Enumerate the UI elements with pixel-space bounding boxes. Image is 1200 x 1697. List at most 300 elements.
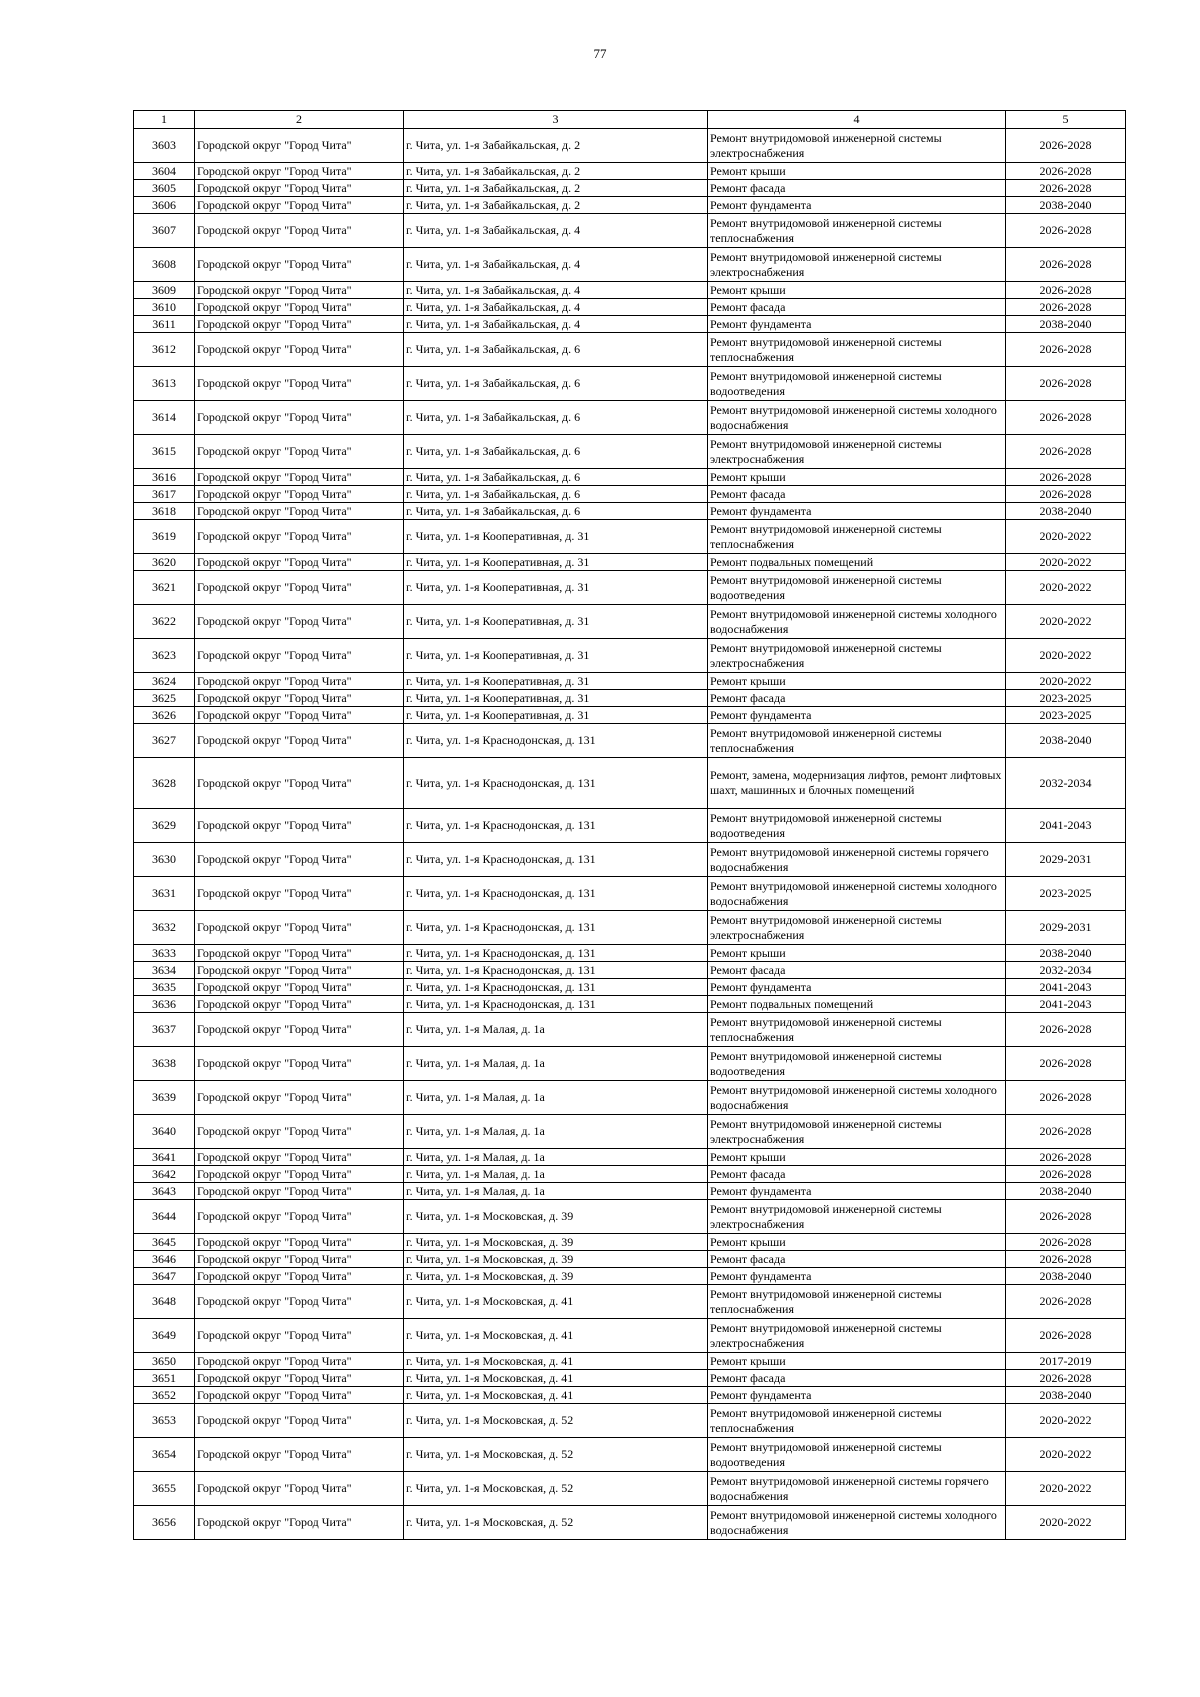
work-type-cell: Ремонт внутридомовой инженерной системы теплоснабжения [708, 333, 1006, 367]
row-number-cell: 3637 [134, 1013, 195, 1047]
municipality-cell: Городской округ "Город Чита" [195, 911, 404, 945]
address-cell: г. Чита, ул. 1-я Краснодонская, д. 131 [404, 979, 708, 996]
row-number-cell: 3610 [134, 299, 195, 316]
table-row [134, 1166, 1126, 1183]
municipality-cell: Городской округ "Город Чита" [195, 996, 404, 1013]
municipality-cell: Городской округ "Город Чита" [195, 1404, 404, 1438]
period-cell: 2020-2022 [1006, 1472, 1126, 1506]
work-type-cell: Ремонт внутридомовой инженерной системы теплоснабжения [708, 1013, 1006, 1047]
table-row [134, 1506, 1126, 1540]
municipality-cell: Городской округ "Город Чита" [195, 1438, 404, 1472]
address-cell: г. Чита, ул. 1-я Московская, д. 52 [404, 1438, 708, 1472]
work-type-cell: Ремонт фасада [708, 690, 1006, 707]
period-cell: 2020-2022 [1006, 673, 1126, 690]
table-row [134, 180, 1126, 197]
municipality-cell: Городской округ "Город Чита" [195, 197, 404, 214]
work-type-cell: Ремонт фасада [708, 299, 1006, 316]
table-row [134, 1285, 1126, 1319]
address-cell: г. Чита, ул. 1-я Московская, д. 41 [404, 1285, 708, 1319]
row-number-cell: 3641 [134, 1149, 195, 1166]
table-row [134, 401, 1126, 435]
period-cell: 2020-2022 [1006, 520, 1126, 554]
work-type-cell: Ремонт, замена, модернизация лифтов, ремонт лифтовых шахт, машинных и блочных помещений [708, 758, 1006, 809]
address-cell: г. Чита, ул. 1-я Кооперативная, д. 31 [404, 554, 708, 571]
municipality-cell: Городской округ "Город Чита" [195, 1047, 404, 1081]
work-type-cell: Ремонт фундамента [708, 1183, 1006, 1200]
municipality-cell: Городской округ "Город Чита" [195, 214, 404, 248]
period-cell: 2026-2028 [1006, 1251, 1126, 1268]
work-type-cell: Ремонт внутридомовой инженерной системы водоотведения [708, 809, 1006, 843]
table-body [134, 129, 1126, 1540]
work-type-cell: Ремонт внутридомовой инженерной системы теплоснабжения [708, 520, 1006, 554]
municipality-cell: Городской округ "Город Чита" [195, 180, 404, 197]
row-number-cell: 3623 [134, 639, 195, 673]
work-type-cell: Ремонт внутридомовой инженерной системы электроснабжения [708, 911, 1006, 945]
municipality-cell: Городской округ "Город Чита" [195, 1472, 404, 1506]
period-cell: 2026-2028 [1006, 299, 1126, 316]
row-number-cell: 3647 [134, 1268, 195, 1285]
table-row [134, 214, 1126, 248]
table-row [134, 554, 1126, 571]
work-type-cell: Ремонт крыши [708, 1149, 1006, 1166]
municipality-cell: Городской округ "Город Чита" [195, 316, 404, 333]
period-cell: 2026-2028 [1006, 180, 1126, 197]
period-cell: 2026-2028 [1006, 1234, 1126, 1251]
address-cell: г. Чита, ул. 1-я Малая, д. 1а [404, 1166, 708, 1183]
table-row [134, 673, 1126, 690]
municipality-cell: Городской округ "Город Чита" [195, 554, 404, 571]
row-number-cell: 3652 [134, 1387, 195, 1404]
municipality-cell: Городской округ "Город Чита" [195, 163, 404, 180]
table-row [134, 1387, 1126, 1404]
work-type-cell: Ремонт внутридомовой инженерной системы электроснабжения [708, 1319, 1006, 1353]
period-cell: 2038-2040 [1006, 197, 1126, 214]
row-number-cell: 3651 [134, 1370, 195, 1387]
table-row [134, 486, 1126, 503]
work-type-cell: Ремонт крыши [708, 282, 1006, 299]
work-type-cell: Ремонт внутридомовой инженерной системы холодного водоснабжения [708, 1506, 1006, 1540]
work-type-cell: Ремонт фундамента [708, 979, 1006, 996]
municipality-cell: Городской округ "Город Чита" [195, 299, 404, 316]
work-type-cell: Ремонт внутридомовой инженерной системы теплоснабжения [708, 724, 1006, 758]
table-row [134, 503, 1126, 520]
row-number-cell: 3625 [134, 690, 195, 707]
work-type-cell: Ремонт подвальных помещений [708, 554, 1006, 571]
municipality-cell: Городской округ "Город Чита" [195, 1183, 404, 1200]
table-row [134, 282, 1126, 299]
column-header: 2 [195, 111, 404, 129]
table-row [134, 197, 1126, 214]
table-row [134, 1200, 1126, 1234]
table-row [134, 1268, 1126, 1285]
work-type-cell: Ремонт фундамента [708, 707, 1006, 724]
table-row [134, 129, 1126, 163]
address-cell: г. Чита, ул. 1-я Кооперативная, д. 31 [404, 520, 708, 554]
work-type-cell: Ремонт фундамента [708, 503, 1006, 520]
address-cell: г. Чита, ул. 1-я Краснодонская, д. 131 [404, 843, 708, 877]
municipality-cell: Городской округ "Город Чита" [195, 1149, 404, 1166]
work-type-cell: Ремонт крыши [708, 469, 1006, 486]
table-row [134, 1081, 1126, 1115]
municipality-cell: Городской округ "Город Чита" [195, 724, 404, 758]
address-cell: г. Чита, ул. 1-я Малая, д. 1а [404, 1149, 708, 1166]
table-header [134, 111, 1126, 129]
municipality-cell: Городской округ "Город Чита" [195, 248, 404, 282]
table-row [134, 1319, 1126, 1353]
period-cell: 2038-2040 [1006, 1387, 1126, 1404]
period-cell: 2038-2040 [1006, 503, 1126, 520]
row-number-cell: 3609 [134, 282, 195, 299]
municipality-cell: Городской округ "Город Чита" [195, 1251, 404, 1268]
address-cell: г. Чита, ул. 1-я Забайкальская, д. 6 [404, 367, 708, 401]
row-number-cell: 3603 [134, 129, 195, 163]
work-type-cell: Ремонт внутридомовой инженерной системы теплоснабжения [708, 1404, 1006, 1438]
table-row [134, 1047, 1126, 1081]
period-cell: 2026-2028 [1006, 282, 1126, 299]
work-type-cell: Ремонт внутридомовой инженерной системы теплоснабжения [708, 214, 1006, 248]
address-cell: г. Чита, ул. 1-я Краснодонская, д. 131 [404, 996, 708, 1013]
table-row [134, 809, 1126, 843]
address-cell: г. Чита, ул. 1-я Московская, д. 41 [404, 1370, 708, 1387]
row-number-cell: 3638 [134, 1047, 195, 1081]
period-cell: 2026-2028 [1006, 1166, 1126, 1183]
table-row [134, 163, 1126, 180]
municipality-cell: Городской округ "Город Чита" [195, 469, 404, 486]
period-cell: 2020-2022 [1006, 1404, 1126, 1438]
period-cell: 2038-2040 [1006, 724, 1126, 758]
work-type-cell: Ремонт внутридомовой инженерной системы водоотведения [708, 571, 1006, 605]
work-type-cell: Ремонт крыши [708, 1353, 1006, 1370]
address-cell: г. Чита, ул. 1-я Московская, д. 39 [404, 1268, 708, 1285]
work-type-cell: Ремонт фундамента [708, 316, 1006, 333]
work-type-cell: Ремонт крыши [708, 163, 1006, 180]
municipality-cell: Городской округ "Город Чита" [195, 758, 404, 809]
table-row [134, 1115, 1126, 1149]
municipality-cell: Городской округ "Город Чита" [195, 503, 404, 520]
table-row [134, 1234, 1126, 1251]
address-cell: г. Чита, ул. 1-я Забайкальская, д. 4 [404, 214, 708, 248]
address-cell: г. Чита, ул. 1-я Забайкальская, д. 6 [404, 435, 708, 469]
municipality-cell: Городской округ "Город Чита" [195, 809, 404, 843]
work-type-cell: Ремонт внутридомовой инженерной системы холодного водоснабжения [708, 605, 1006, 639]
address-cell: г. Чита, ул. 1-я Кооперативная, д. 31 [404, 639, 708, 673]
row-number-cell: 3619 [134, 520, 195, 554]
page-number: 77 [593, 46, 607, 61]
address-cell: г. Чита, ул. 1-я Малая, д. 1а [404, 1047, 708, 1081]
address-cell: г. Чита, ул. 1-я Московская, д. 41 [404, 1353, 708, 1370]
row-number-cell: 3620 [134, 554, 195, 571]
period-cell: 2026-2028 [1006, 333, 1126, 367]
table-row [134, 1472, 1126, 1506]
address-cell: г. Чита, ул. 1-я Забайкальская, д. 2 [404, 129, 708, 163]
row-number-cell: 3618 [134, 503, 195, 520]
period-cell: 2026-2028 [1006, 1319, 1126, 1353]
work-type-cell: Ремонт крыши [708, 945, 1006, 962]
address-cell: г. Чита, ул. 1-я Кооперативная, д. 31 [404, 690, 708, 707]
address-cell: г. Чита, ул. 1-я Забайкальская, д. 6 [404, 503, 708, 520]
row-number-cell: 3633 [134, 945, 195, 962]
table-row [134, 1013, 1126, 1047]
period-cell: 2026-2028 [1006, 129, 1126, 163]
table-row [134, 605, 1126, 639]
table-row [134, 724, 1126, 758]
address-cell: г. Чита, ул. 1-я Краснодонская, д. 131 [404, 809, 708, 843]
work-type-cell: Ремонт фасада [708, 1166, 1006, 1183]
row-number-cell: 3627 [134, 724, 195, 758]
municipality-cell: Городской округ "Город Чита" [195, 367, 404, 401]
period-cell: 2029-2031 [1006, 843, 1126, 877]
municipality-cell: Городской округ "Город Чита" [195, 282, 404, 299]
row-number-cell: 3636 [134, 996, 195, 1013]
period-cell: 2020-2022 [1006, 554, 1126, 571]
period-cell: 2032-2034 [1006, 962, 1126, 979]
municipality-cell: Городской округ "Город Чита" [195, 1081, 404, 1115]
address-cell: г. Чита, ул. 1-я Краснодонская, д. 131 [404, 877, 708, 911]
municipality-cell: Городской округ "Город Чита" [195, 962, 404, 979]
row-number-cell: 3649 [134, 1319, 195, 1353]
period-cell: 2026-2028 [1006, 486, 1126, 503]
table-row [134, 877, 1126, 911]
municipality-cell: Городской округ "Город Чита" [195, 707, 404, 724]
row-number-cell: 3613 [134, 367, 195, 401]
address-cell: г. Чита, ул. 1-я Московская, д. 52 [404, 1472, 708, 1506]
row-number-cell: 3612 [134, 333, 195, 367]
period-cell: 2026-2028 [1006, 214, 1126, 248]
municipality-cell: Городской округ "Город Чита" [195, 979, 404, 996]
work-type-cell: Ремонт внутридомовой инженерной системы водоотведения [708, 367, 1006, 401]
municipality-cell: Городской округ "Город Чита" [195, 605, 404, 639]
period-cell: 2026-2028 [1006, 248, 1126, 282]
row-number-cell: 3617 [134, 486, 195, 503]
municipality-cell: Городской округ "Город Чита" [195, 945, 404, 962]
period-cell: 2026-2028 [1006, 435, 1126, 469]
period-cell: 2020-2022 [1006, 1438, 1126, 1472]
municipality-cell: Городской округ "Город Чита" [195, 333, 404, 367]
table-row [134, 333, 1126, 367]
table-row [134, 1251, 1126, 1268]
work-type-cell: Ремонт фасада [708, 180, 1006, 197]
period-cell: 2026-2028 [1006, 469, 1126, 486]
address-cell: г. Чита, ул. 1-я Краснодонская, д. 131 [404, 724, 708, 758]
table-row [134, 248, 1126, 282]
municipality-cell: Городской округ "Город Чита" [195, 486, 404, 503]
municipality-cell: Городской округ "Город Чита" [195, 673, 404, 690]
address-cell: г. Чита, ул. 1-я Кооперативная, д. 31 [404, 571, 708, 605]
row-number-cell: 3634 [134, 962, 195, 979]
table-row [134, 520, 1126, 554]
table-row [134, 469, 1126, 486]
work-type-cell: Ремонт внутридомовой инженерной системы водоотведения [708, 1438, 1006, 1472]
work-type-cell: Ремонт крыши [708, 1234, 1006, 1251]
address-cell: г. Чита, ул. 1-я Забайкальская, д. 4 [404, 282, 708, 299]
work-type-cell: Ремонт внутридомовой инженерной системы горячего водоснабжения [708, 843, 1006, 877]
row-number-cell: 3629 [134, 809, 195, 843]
period-cell: 2026-2028 [1006, 401, 1126, 435]
row-number-cell: 3614 [134, 401, 195, 435]
column-header: 1 [134, 111, 195, 129]
row-number-cell: 3628 [134, 758, 195, 809]
period-cell: 2041-2043 [1006, 996, 1126, 1013]
table-row [134, 843, 1126, 877]
municipality-cell: Городской округ "Город Чита" [195, 690, 404, 707]
municipality-cell: Городской округ "Город Чита" [195, 1115, 404, 1149]
work-type-cell: Ремонт подвальных помещений [708, 996, 1006, 1013]
work-type-cell: Ремонт внутридомовой инженерной системы электроснабжения [708, 129, 1006, 163]
address-cell: г. Чита, ул. 1-я Кооперативная, д. 31 [404, 605, 708, 639]
table-row [134, 1149, 1126, 1166]
row-number-cell: 3604 [134, 163, 195, 180]
work-type-cell: Ремонт крыши [708, 673, 1006, 690]
table-row [134, 962, 1126, 979]
address-cell: г. Чита, ул. 1-я Забайкальская, д. 2 [404, 163, 708, 180]
address-cell: г. Чита, ул. 1-я Краснодонская, д. 131 [404, 962, 708, 979]
row-number-cell: 3624 [134, 673, 195, 690]
address-cell: г. Чита, ул. 1-я Малая, д. 1а [404, 1081, 708, 1115]
period-cell: 2038-2040 [1006, 1268, 1126, 1285]
table-row [134, 1438, 1126, 1472]
municipality-cell: Городской округ "Город Чита" [195, 877, 404, 911]
period-cell: 2038-2040 [1006, 316, 1126, 333]
period-cell: 2020-2022 [1006, 605, 1126, 639]
period-cell: 2020-2022 [1006, 639, 1126, 673]
row-number-cell: 3648 [134, 1285, 195, 1319]
period-cell: 2026-2028 [1006, 1370, 1126, 1387]
table-row [134, 639, 1126, 673]
address-cell: г. Чита, ул. 1-я Московская, д. 39 [404, 1234, 708, 1251]
row-number-cell: 3631 [134, 877, 195, 911]
address-cell: г. Чита, ул. 1-я Забайкальская, д. 6 [404, 486, 708, 503]
row-number-cell: 3644 [134, 1200, 195, 1234]
work-type-cell: Ремонт внутридомовой инженерной системы электроснабжения [708, 435, 1006, 469]
work-type-cell: Ремонт внутридомовой инженерной системы горячего водоснабжения [708, 1472, 1006, 1506]
address-cell: г. Чита, ул. 1-я Московская, д. 52 [404, 1506, 708, 1540]
address-cell: г. Чита, ул. 1-я Московская, д. 39 [404, 1251, 708, 1268]
row-number-cell: 3654 [134, 1438, 195, 1472]
municipality-cell: Городской округ "Город Чита" [195, 843, 404, 877]
row-number-cell: 3642 [134, 1166, 195, 1183]
municipality-cell: Городской округ "Город Чита" [195, 1166, 404, 1183]
period-cell: 2041-2043 [1006, 979, 1126, 996]
row-number-cell: 3655 [134, 1472, 195, 1506]
period-cell: 2017-2019 [1006, 1353, 1126, 1370]
municipality-cell: Городской округ "Город Чита" [195, 1319, 404, 1353]
row-number-cell: 3635 [134, 979, 195, 996]
header-row [134, 111, 1126, 129]
municipality-cell: Городской округ "Город Чита" [195, 520, 404, 554]
work-type-cell: Ремонт внутридомовой инженерной системы электроснабжения [708, 639, 1006, 673]
address-cell: г. Чита, ул. 1-я Малая, д. 1а [404, 1183, 708, 1200]
work-type-cell: Ремонт фасада [708, 962, 1006, 979]
table-row [134, 707, 1126, 724]
period-cell: 2038-2040 [1006, 945, 1126, 962]
work-type-cell: Ремонт фундамента [708, 197, 1006, 214]
row-number-cell: 3653 [134, 1404, 195, 1438]
row-number-cell: 3615 [134, 435, 195, 469]
address-cell: г. Чита, ул. 1-я Московская, д. 41 [404, 1319, 708, 1353]
row-number-cell: 3611 [134, 316, 195, 333]
period-cell: 2026-2028 [1006, 163, 1126, 180]
column-header: 5 [1006, 111, 1126, 129]
municipality-cell: Городской округ "Город Чита" [195, 1200, 404, 1234]
row-number-cell: 3607 [134, 214, 195, 248]
table-row [134, 435, 1126, 469]
work-type-cell: Ремонт внутридомовой инженерной системы холодного водоснабжения [708, 877, 1006, 911]
period-cell: 2026-2028 [1006, 1081, 1126, 1115]
row-number-cell: 3643 [134, 1183, 195, 1200]
period-cell: 2026-2028 [1006, 1115, 1126, 1149]
period-cell: 2026-2028 [1006, 1200, 1126, 1234]
period-cell: 2041-2043 [1006, 809, 1126, 843]
table-row [134, 316, 1126, 333]
table-row [134, 1404, 1126, 1438]
period-cell: 2038-2040 [1006, 1183, 1126, 1200]
period-cell: 2026-2028 [1006, 367, 1126, 401]
period-cell: 2026-2028 [1006, 1149, 1126, 1166]
address-cell: г. Чита, ул. 1-я Забайкальская, д. 4 [404, 316, 708, 333]
row-number-cell: 3626 [134, 707, 195, 724]
address-cell: г. Чита, ул. 1-я Московская, д. 39 [404, 1200, 708, 1234]
municipality-cell: Городской округ "Город Чита" [195, 1353, 404, 1370]
work-type-cell: Ремонт внутридомовой инженерной системы холодного водоснабжения [708, 1081, 1006, 1115]
period-cell: 2020-2022 [1006, 571, 1126, 605]
row-number-cell: 3646 [134, 1251, 195, 1268]
municipality-cell: Городской округ "Город Чита" [195, 1013, 404, 1047]
period-cell: 2032-2034 [1006, 758, 1126, 809]
municipality-cell: Городской округ "Город Чита" [195, 401, 404, 435]
row-number-cell: 3650 [134, 1353, 195, 1370]
municipality-cell: Городской округ "Город Чита" [195, 1387, 404, 1404]
period-cell: 2023-2025 [1006, 877, 1126, 911]
address-cell: г. Чита, ул. 1-я Забайкальская, д. 2 [404, 180, 708, 197]
period-cell: 2026-2028 [1006, 1285, 1126, 1319]
repair-registry-table [133, 110, 1126, 1540]
municipality-cell: Городской округ "Город Чита" [195, 639, 404, 673]
row-number-cell: 3656 [134, 1506, 195, 1540]
row-number-cell: 3632 [134, 911, 195, 945]
address-cell: г. Чита, ул. 1-я Забайкальская, д. 6 [404, 469, 708, 486]
row-number-cell: 3640 [134, 1115, 195, 1149]
table-row [134, 299, 1126, 316]
table-row [134, 367, 1126, 401]
table-row [134, 945, 1126, 962]
column-header: 3 [404, 111, 708, 129]
row-number-cell: 3645 [134, 1234, 195, 1251]
table-row [134, 758, 1126, 809]
work-type-cell: Ремонт фундамента [708, 1387, 1006, 1404]
table-row [134, 1183, 1126, 1200]
row-number-cell: 3630 [134, 843, 195, 877]
municipality-cell: Городской округ "Город Чита" [195, 129, 404, 163]
row-number-cell: 3608 [134, 248, 195, 282]
table-row [134, 996, 1126, 1013]
municipality-cell: Городской округ "Город Чита" [195, 571, 404, 605]
row-number-cell: 3606 [134, 197, 195, 214]
row-number-cell: 3622 [134, 605, 195, 639]
period-cell: 2020-2022 [1006, 1506, 1126, 1540]
period-cell: 2023-2025 [1006, 690, 1126, 707]
row-number-cell: 3616 [134, 469, 195, 486]
address-cell: г. Чита, ул. 1-я Московская, д. 41 [404, 1387, 708, 1404]
municipality-cell: Городской округ "Город Чита" [195, 1285, 404, 1319]
table-row [134, 911, 1126, 945]
address-cell: г. Чита, ул. 1-я Кооперативная, д. 31 [404, 673, 708, 690]
address-cell: г. Чита, ул. 1-я Забайкальская, д. 4 [404, 248, 708, 282]
municipality-cell: Городской округ "Город Чита" [195, 1268, 404, 1285]
work-type-cell: Ремонт фасада [708, 1251, 1006, 1268]
period-cell: 2026-2028 [1006, 1013, 1126, 1047]
table-row [134, 690, 1126, 707]
table-row [134, 979, 1126, 996]
